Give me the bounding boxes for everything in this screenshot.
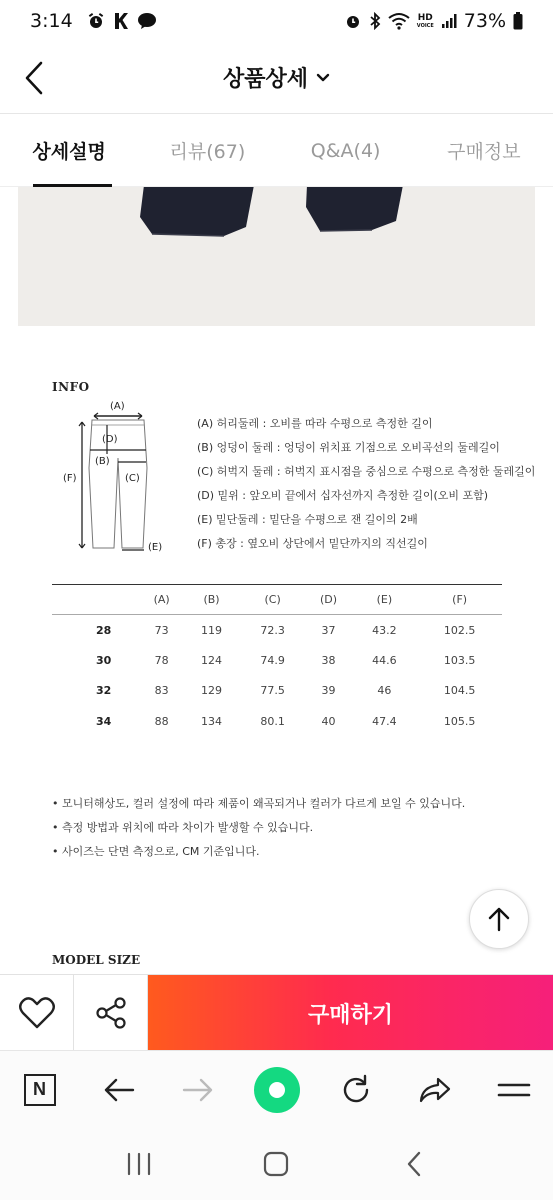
green-dot-button[interactable] [251, 1064, 303, 1116]
note-item: • 모니터해상도, 컬러 설정에 따라 제품이 왜곡되거나 컬러가 다르게 보일 수 있습니다. [52, 797, 466, 810]
app-header [0, 42, 553, 114]
definition-item: (F) 총장 : 옆오비 상단에서 밑단까지의 직선길이 [197, 537, 428, 550]
table-row [52, 645, 502, 676]
home-square-icon [262, 1150, 290, 1178]
pants-measurement-diagram [52, 398, 172, 563]
note-item: • 사이즈는 단면 측정으로, CM 기준입니다. [52, 845, 260, 858]
table-cell: 28 [96, 623, 112, 637]
bluetooth-icon [369, 12, 381, 30]
table-cell: 78 [154, 653, 169, 667]
forward-share-icon [418, 1076, 452, 1104]
diagram-label-d: (D) [102, 434, 118, 445]
green-dot-icon [254, 1067, 300, 1113]
recent-apps-button[interactable] [119, 1144, 159, 1184]
browser-share-button[interactable] [409, 1064, 461, 1116]
naver-home-button[interactable] [14, 1064, 66, 1116]
note-item: • 측정 방법과 위치에 따라 차이가 발생할 수 있습니다. [52, 821, 314, 834]
alarm-icon [87, 12, 105, 30]
recent-apps-icon [125, 1152, 153, 1176]
product-image [18, 187, 535, 326]
arrow-up-icon [487, 906, 511, 932]
column-header [52, 585, 140, 615]
column-header: (F) [417, 585, 502, 615]
chevron-left-icon [24, 61, 44, 95]
browser-forward-button[interactable] [172, 1064, 224, 1116]
chevron-down-icon [316, 73, 330, 83]
page-title: 상품상세 [222, 67, 308, 92]
diagram-label-e: (E) [148, 542, 163, 553]
system-back-button[interactable] [394, 1144, 434, 1184]
column-header: (D) [306, 585, 352, 615]
definition-item: (C) 허벅지 둘레 : 허벅지 표시점을 중심으로 수평으로 측정한 둘레길이 [197, 465, 536, 478]
hd-voice-icon: HD VOICE [416, 12, 434, 29]
size-table [52, 584, 502, 737]
refresh-button[interactable] [330, 1064, 382, 1116]
column-header: (B) [183, 585, 239, 615]
table-cell: 74.9 [260, 653, 285, 667]
tab-description[interactable]: 상세설명 [0, 115, 138, 186]
table-cell: 38 [321, 653, 336, 667]
wishlist-button[interactable] [0, 975, 74, 1051]
tab-purchase-info[interactable]: 구매정보 [447, 141, 521, 163]
naver-n-icon: N [24, 1074, 56, 1106]
table-cell: 39 [321, 684, 336, 698]
definition-item: (A) 허리둘레 : 오비를 따라 수평으로 측정한 길이 [197, 417, 433, 430]
browser-toolbar [0, 1050, 553, 1128]
table-cell: 34 [96, 714, 112, 728]
hamburger-menu-icon [497, 1079, 531, 1101]
scroll-to-top-button[interactable] [469, 889, 529, 949]
size-notes [52, 794, 465, 866]
column-header: (E) [351, 585, 417, 615]
table-cell: 129 [201, 684, 223, 698]
info-title: INFO [52, 380, 90, 394]
share-button[interactable] [74, 975, 148, 1051]
refresh-icon [340, 1074, 372, 1106]
table-cell: 32 [96, 684, 112, 698]
table-cell: 119 [201, 623, 223, 637]
table-row [52, 676, 502, 707]
table-row [52, 706, 502, 737]
back-button[interactable] [18, 58, 50, 98]
table-cell: 105.5 [443, 714, 476, 728]
table-cell: 73 [154, 623, 169, 637]
table-cell: 102.5 [443, 623, 476, 637]
purchase-bar [0, 974, 553, 1050]
arrow-right-icon [182, 1077, 214, 1103]
page-title-dropdown[interactable] [223, 62, 330, 93]
table-cell: 124 [201, 653, 223, 667]
diagram-label-b: (B) [95, 456, 110, 467]
diagram-label-c: (C) [125, 473, 140, 484]
column-header: (C) [240, 585, 306, 615]
heart-icon [18, 996, 56, 1030]
table-cell: 80.1 [260, 714, 285, 728]
buy-button[interactable]: 구매하기 [148, 975, 553, 1051]
browser-menu-button[interactable] [488, 1064, 540, 1116]
signal-icon [441, 13, 457, 29]
table-row [52, 615, 502, 646]
table-cell: 43.2 [372, 623, 397, 637]
table-cell: 44.6 [372, 653, 397, 667]
definition-item: (B) 엉덩이 둘레 : 엉덩이 위치표 기점으로 오비곡선의 둘레길이 [197, 441, 500, 454]
table-cell: 72.3 [260, 623, 285, 637]
chevron-left-nav-icon [404, 1150, 424, 1178]
table-cell: 77.5 [260, 684, 285, 698]
diagram-label-f: (F) [63, 473, 77, 484]
detail-tabs [0, 115, 553, 187]
tab-qna[interactable]: Q&A(4) [310, 139, 381, 162]
table-cell: 46 [377, 684, 392, 698]
tab-reviews[interactable]: 리뷰(67) [169, 141, 246, 163]
table-cell: 88 [154, 714, 169, 728]
table-header-row [52, 585, 502, 615]
measurement-definitions [197, 414, 535, 558]
table-cell: 134 [201, 714, 223, 728]
model-size-title: MODEL SIZE [52, 953, 141, 967]
table-cell: 83 [154, 684, 169, 698]
home-button[interactable] [256, 1144, 296, 1184]
browser-back-button[interactable] [93, 1064, 145, 1116]
table-cell: 103.5 [443, 653, 476, 667]
table-cell: 37 [321, 623, 336, 637]
definition-item: (D) 밑위 : 앞오비 끝에서 십자선까지 측정한 길이(오비 포함) [197, 489, 489, 502]
battery-icon [513, 12, 523, 30]
kakaotalk-icon [137, 12, 157, 30]
status-time: 3:14 [30, 10, 73, 32]
share-icon [94, 996, 128, 1030]
kakao-k-icon [113, 12, 129, 30]
diagram-label-a: (A) [110, 401, 125, 412]
wifi-icon [388, 12, 410, 30]
alarm-icon-right [344, 12, 362, 30]
definition-item: (E) 밑단둘레 : 밑단을 수평으로 잰 길이의 2배 [197, 513, 418, 526]
table-cell: 47.4 [372, 714, 397, 728]
battery-percent: 73% [463, 10, 506, 32]
jeans-hem-image [18, 187, 535, 326]
table-cell: 30 [96, 653, 112, 667]
android-navigation-bar [0, 1128, 553, 1200]
arrow-left-icon [103, 1077, 135, 1103]
table-cell: 40 [321, 714, 336, 728]
status-bar [0, 0, 553, 42]
table-cell: 104.5 [443, 684, 476, 698]
column-header: (A) [140, 585, 183, 615]
